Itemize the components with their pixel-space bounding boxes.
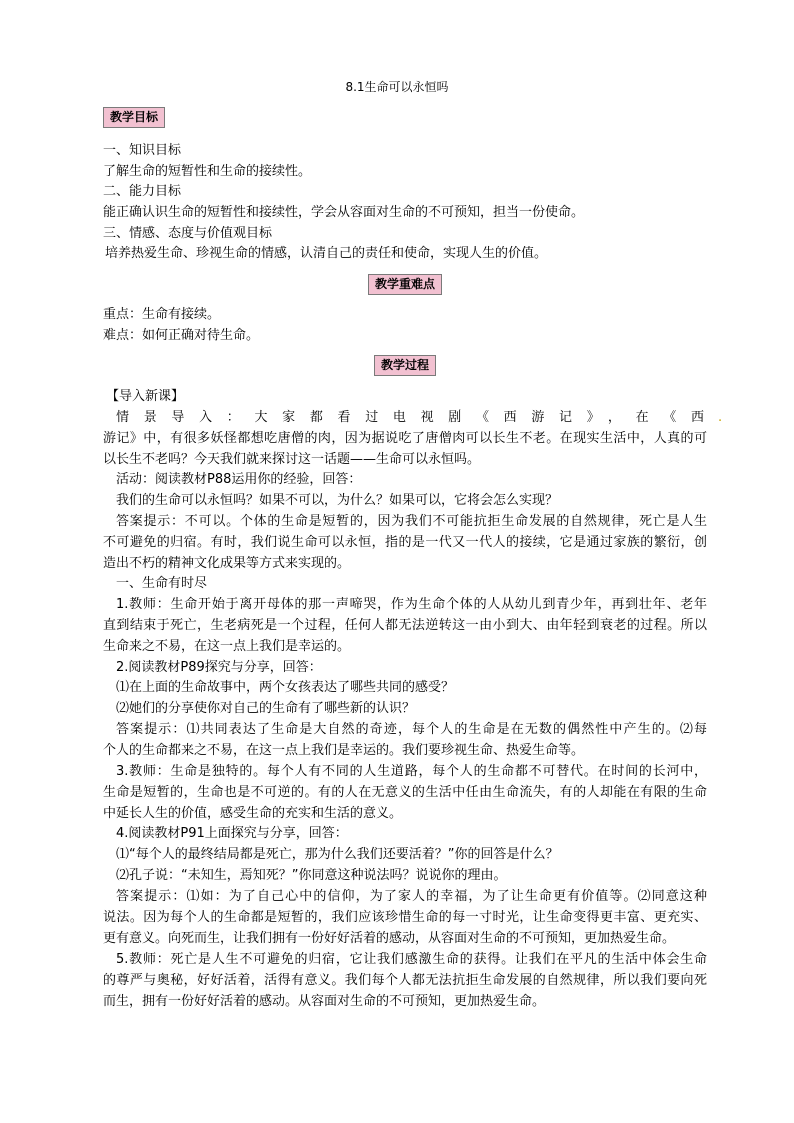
activity-text: 活动：阅读教材P88运用你的经验，回答： — [116, 472, 362, 487]
intro-heading: 【导入新课】 — [106, 389, 185, 404]
teacher-line: 直到结束于死亡，生老病死是一个过程，任何人都无法逆转这一由小到大、由年轻到衰老的过程。所以 — [103, 618, 707, 633]
goal-heading-knowledge: 一、知识目标 — [103, 143, 182, 158]
difficult-point: 难点：如何正确对待生命。 — [103, 328, 260, 343]
goal-text-knowledge: 了解生命的短暂性和生命的接续性。 — [103, 164, 312, 179]
answer-line: 个人的生命都来之不易，在这一点上我们是幸运的。我们要珍视生命、热爱生命等。 — [103, 743, 585, 758]
section-badge-goals: 教学目标 — [103, 107, 165, 128]
teacher-line: 3.教师：生命是独特的。每个人有不同的人生道路，每个人的生命都不可替代。在时间的长河中， — [116, 764, 707, 779]
teacher-line: 生命来之不易，在这一点上我们是幸运的。 — [103, 639, 351, 654]
answer-line: 说法。因为每个人的生命都是短暂的，我们应该珍惜生命的每一寸时光，让生命变得更丰富、更充实、 — [103, 910, 707, 925]
section-badge-key-points: 教学重难点 — [368, 274, 442, 295]
intro-scenario-spaced: 情景导入：大家都看过电视剧《西游记》，在《西 — [116, 410, 704, 425]
answer-line: 不可避免的归宿。有时，我们说生命可以永恒，指的是一代又一代人的接续，它是通过家族的繁衍，创 — [103, 535, 707, 550]
teacher-line: 1.教师：生命开始于离开母体的那一声啼哭，作为生命个体的人从幼儿到青少年，再到壮年、老年 — [116, 597, 707, 612]
item-2-question-2: ⑵她们的分享使你对自己的生命有了哪些新的认识？ — [116, 701, 416, 716]
answer-line: 答案提示：不可以。个体的生命是短暂的，因为我们不可能抗拒生命发展的自然规律，死亡是人生 — [116, 514, 707, 529]
answer-line: 更有意义。向死而生，让我们拥有一份好好活着的感动，从容面对生命的不可预知，更加热爱生命。 — [103, 931, 676, 946]
section-heading-life-ends: 一、生命有时尽 — [116, 576, 208, 591]
teacher-line: 生命是短暂的，生命也是不可逆的。有的人在无意义的生活中任由生命流失，有的人却能在有限的生命 — [103, 785, 707, 800]
activity-question: 我们的生命可以永恒吗？如果不可以，为什么？如果可以，它将会怎么实现？ — [116, 493, 559, 508]
answer-line: 答案提示：⑴如：为了自己心中的信仰，为了家人的幸福，为了让生命更有价值等。⑵同意这种 — [116, 889, 707, 904]
item-2-question-1: ⑴在上面的生命故事中，两个女孩表达了哪些共同的感受？ — [116, 680, 455, 695]
item-4-question-1: ⑴“每个人的最终结局都是死亡，那为什么我们还要活着？”你的回答是什么？ — [116, 847, 559, 862]
teacher-line: 5.教师：死亡是人生不可避免的归宿，它让我们感激生命的获得。让我们在平凡的生活中体会生命 — [116, 952, 707, 967]
answer-line: 造出不朽的精神文化成果等方式来实现的。 — [103, 556, 351, 571]
key-point: 重点：生命有接续。 — [103, 307, 221, 322]
page-title: 8.1生命可以永恒吗 — [345, 80, 449, 94]
goal-heading-ability: 二、能力目标 — [103, 184, 182, 199]
teacher-line: 中延长人生的价值，感受生命的充实和生活的意义。 — [103, 806, 403, 821]
answer-line: 答案提示：⑴共同表达了生命是大自然的奇迹，每个人的生命是在无数的偶然性中产生的。⑵每 — [116, 722, 707, 737]
teacher-line: 的尊严与奥秘，好好活着，活得有意义。我们每个人都无法抗拒生命发展的自然规律，所以我们要向死 — [103, 973, 707, 988]
item-4-question-2: ⑵孔子说：“未知生，焉知死？”你同意这种说法吗？说说你的理由。 — [116, 868, 507, 883]
section-badge-process: 教学过程 — [374, 355, 436, 376]
teacher-line: 而生，拥有一份好好活着的感动。从容面对生命的不可预知，更加热爱生命。 — [103, 994, 546, 1009]
intro-line: 以长生不老吗？今天我们就来探讨这一话题——生命可以永恒吗。 — [103, 452, 481, 467]
goal-text-emotion: 培养热爱生命、珍视生命的情感，认清自己的责任和使命，实现人生的价值。 — [105, 246, 548, 261]
item-2: 2.阅读教材P89探究与分享，回答： — [116, 660, 322, 675]
goal-text-ability: 能正确认识生命的短暂性和接续性，学会从容面对生命的不可预知，担当一份使命。 — [103, 205, 585, 220]
intro-line: 游记》中，有很多妖怪都想吃唐僧的肉，因为据说吃了唐僧肉可以长生不老。在现实生活中，人真的可 — [103, 431, 707, 446]
goal-heading-emotion: 三、情感、态度与价值观目标 — [103, 226, 273, 241]
mark-dot: . — [718, 410, 723, 425]
item-4: 4.阅读教材P91上面探究与分享，回答： — [116, 826, 348, 841]
